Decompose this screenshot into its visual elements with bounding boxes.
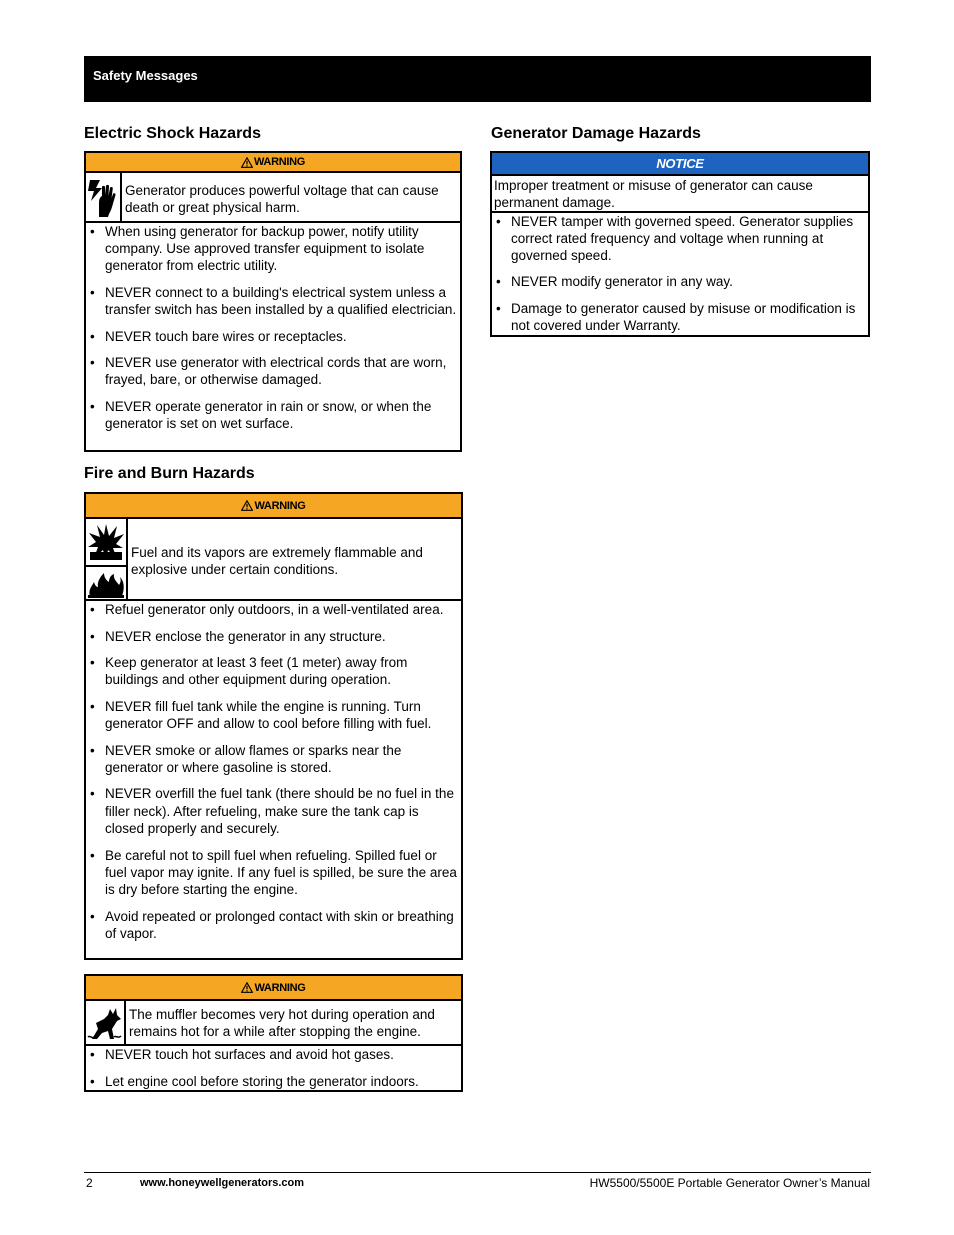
hazard-row (86, 1001, 461, 1046)
warning-signal (86, 153, 460, 173)
warning-signal (86, 494, 461, 519)
alert-triangle-icon (241, 982, 253, 993)
hazard-description: The muffler becomes very hot during operation and remains hot for a while after stopping the engine. (129, 1007, 435, 1039)
list-item: • NEVER tamper with governed speed. Generator supplies correct rated frequency and voltage when running at governed speed. (492, 213, 868, 264)
list-item: • NEVER touch hot surfaces and avoid hot gases. (86, 1046, 461, 1063)
list-item: • Be careful not to spill fuel when refueling. Spilled fuel or fuel vapor may ignite. If any fuel is spilled, be sure the area is dry before starting the engine. (86, 847, 461, 898)
hot-surface-list (86, 1046, 461, 1090)
hazard-icons (86, 519, 128, 599)
notice-label: NOTICE (656, 156, 704, 171)
hot-surface-icon (86, 1001, 124, 1044)
hazard-row (86, 519, 461, 601)
electric-shock-title: Electric Shock Hazards (84, 125, 261, 142)
hazard-icons (86, 1001, 126, 1044)
fire-burn-list (86, 601, 461, 942)
footer-url[interactable]: www.honeywellgenerators.com (140, 1177, 305, 1189)
list-item: • Damage to generator caused by misuse or modification is not covered under Warranty. (492, 300, 868, 334)
fire-burn-panel (84, 492, 463, 960)
electric-shock-list (86, 223, 460, 432)
list-item: • NEVER use generator with electrical cords that are worn, frayed, bare, or otherwise damaged. (86, 354, 460, 388)
list-item: • NEVER overfill the fuel tank (there should be no fuel in the filler neck). After refueling, make sure the tank cap is closed properly and securely. (86, 785, 461, 838)
list-item: • NEVER fill fuel tank while the engine is running. Turn generator OFF and allow to cool before filling with fuel. (86, 698, 461, 732)
hazard-description: Generator produces powerful voltage that can cause death or great physical harm. (125, 182, 439, 215)
electric-shock-icon (86, 173, 120, 221)
generator-damage-title: Generator Damage Hazards (491, 125, 701, 142)
warning-signal (86, 976, 461, 1001)
warning-label: WARNING (254, 499, 306, 512)
notice-signal (492, 153, 868, 176)
hazard-description: Improper treatment or misuse of generator can cause permanent damage. (494, 177, 813, 210)
list-item: • Let engine cool before storing the generator indoors. (86, 1073, 461, 1090)
list-item: • NEVER modify generator in any way. (492, 273, 868, 290)
footer-manual-title: HW5500/5500E Portable Generator Owner’s Manual (589, 1176, 870, 1190)
hot-surface-panel (84, 974, 463, 1092)
hazard-row (86, 173, 460, 223)
hazard-icons (86, 173, 122, 221)
list-item: • Refuel generator only outdoors, in a well-ventilated area. (86, 601, 461, 618)
page-number: 2 (86, 1176, 93, 1190)
list-item: • NEVER enclose the generator in any structure. (86, 628, 461, 645)
list-item: • NEVER smoke or allow flames or sparks near the generator or where gasoline is stored. (86, 742, 461, 776)
explosion-icon (86, 519, 126, 565)
list-item: • When using generator for backup power, notify utility company. Use approved transfer equipment to isolate generator from electric utility. (86, 223, 460, 274)
alert-triangle-icon (241, 500, 253, 511)
fire-icon (86, 565, 126, 599)
alert-triangle-icon (241, 157, 253, 168)
list-item: • NEVER touch bare wires or receptacles. (86, 328, 460, 345)
list-item: • NEVER operate generator in rain or snow, or when the generator is set on wet surface. (86, 398, 460, 432)
electric-shock-panel (84, 151, 462, 452)
fire-burn-title: Fire and Burn Hazards (84, 465, 255, 482)
hazard-row (492, 176, 868, 213)
list-item: • NEVER connect to a building's electrical system unless a transfer switch has been installed by a qualified electrician. (86, 284, 460, 318)
generator-damage-panel (490, 151, 870, 337)
generator-damage-list (492, 213, 868, 334)
warning-label: WARNING (253, 156, 306, 168)
hazard-description: Fuel and its vapors are extremely flammable and explosive under certain conditions. (131, 544, 423, 577)
section-header-title: Safety Messages (93, 68, 198, 83)
section-header-bar (84, 56, 871, 102)
footer-rule (84, 1172, 871, 1173)
warning-label: WARNING (254, 981, 306, 994)
list-item: • Keep generator at least 3 feet (1 meter) away from buildings and other equipment during operation. (86, 654, 461, 688)
list-item: • Avoid repeated or prolonged contact with skin or breathing of vapor. (86, 908, 461, 942)
